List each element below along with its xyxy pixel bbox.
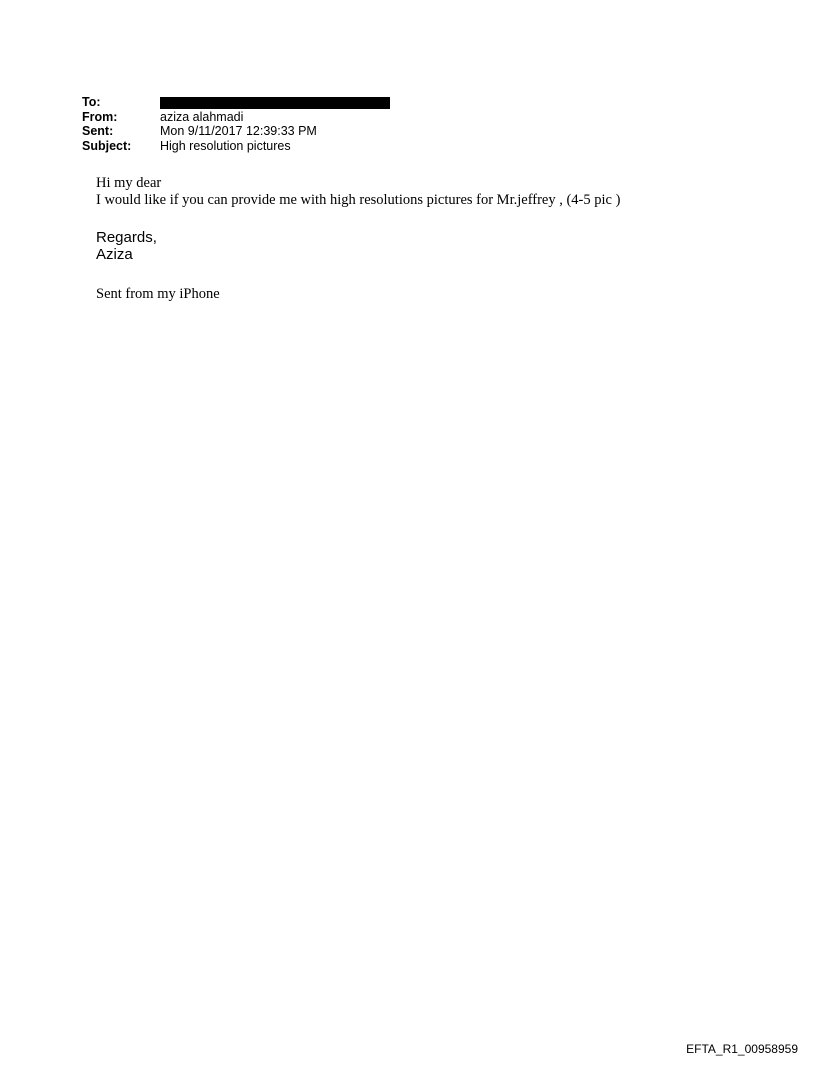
signature	[96, 229, 157, 263]
to-row	[82, 95, 390, 110]
email-body	[96, 175, 620, 209]
redaction-block	[160, 97, 390, 109]
from-label: From:	[82, 109, 118, 124]
body-line-request: I would like if you can provide me with high resolutions pictures for Mr.jeffrey , (4-5 pic )	[96, 192, 621, 208]
body-line-greeting: Hi my dear	[96, 175, 162, 191]
signature-closing: Regards,	[96, 229, 157, 246]
subject-label: Subject:	[82, 138, 132, 153]
sent-label: Sent:	[82, 124, 114, 138]
to-label: To:	[82, 95, 101, 109]
sent-row	[82, 124, 390, 139]
signature-name: Aziza	[96, 246, 133, 263]
sent-value: Mon 9/11/2017 12:39:33 PM	[160, 124, 317, 138]
subject-value: High resolution pictures	[160, 138, 291, 153]
document-id: EFTA_R1_00958959	[686, 1042, 798, 1056]
email-header	[82, 95, 390, 153]
from-value: aziza alahmadi	[160, 109, 244, 124]
subject-row	[82, 139, 390, 154]
from-row	[82, 110, 390, 125]
sent-from-line: Sent from my iPhone	[96, 286, 220, 302]
